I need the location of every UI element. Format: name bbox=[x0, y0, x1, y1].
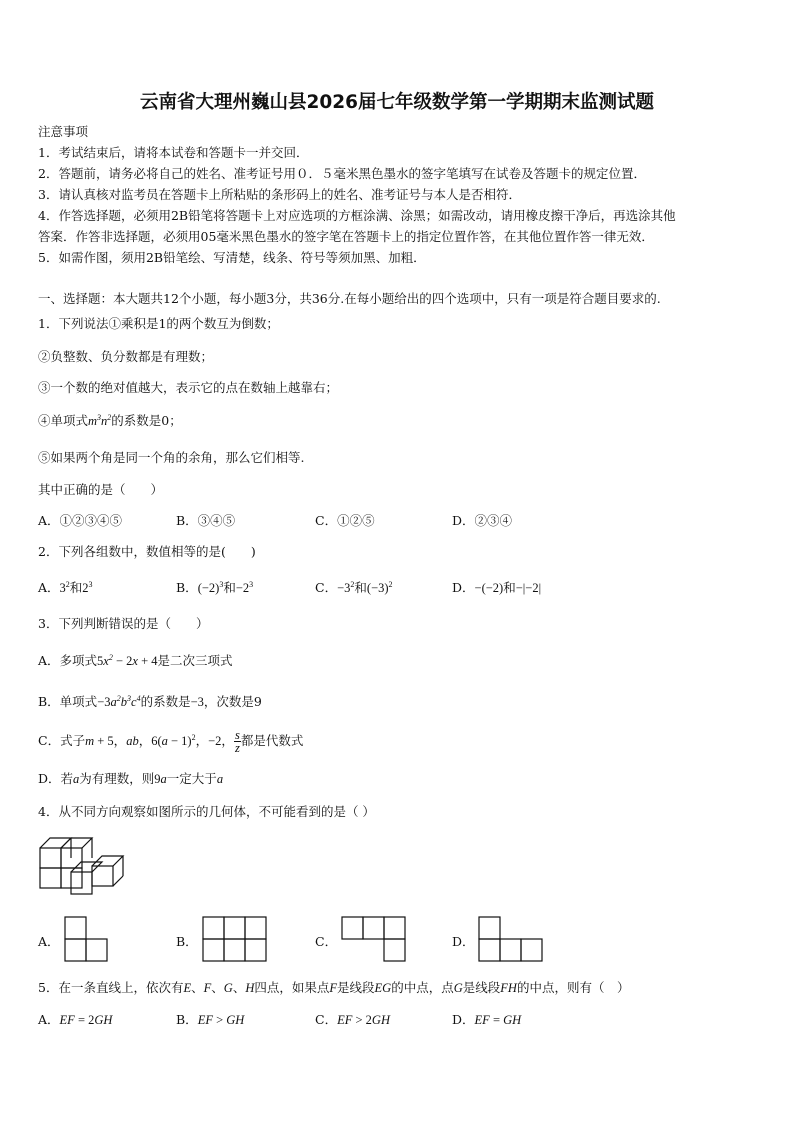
page-title: 云南省大理州巍山县2026届七年级数学第一学期期末监测试题 bbox=[140, 92, 654, 113]
q3-option-d: D．若a为有理数，则9a一定大于a bbox=[38, 771, 224, 786]
notice-item: 答案．作答非选择题，必须用05毫米黑色墨水的签字笔在答题卡上的指定位置作答，在其他位置作答一律无效． bbox=[38, 229, 654, 244]
q5-option-d: D．EF = GH bbox=[452, 1012, 522, 1027]
q2-stem: 2．下列各组数中，数值相等的是( ) bbox=[38, 544, 256, 559]
q1-option-a: A．①②③④⑤ bbox=[38, 513, 123, 528]
q4-option-d-label: D． bbox=[452, 934, 475, 949]
q3-option-c: C．式子m + 5，ab，$6(a - 1)^2$，−2， $\frac{s}{z}$ 都是代数式 bbox=[38, 728, 304, 755]
q1-stem: 1．下列说法①乘积是1的两个数互为倒数； bbox=[38, 316, 279, 331]
math-expr: $m^3n^2$ bbox=[88, 413, 112, 428]
notice-item: 1．考试结束后，请将本试卷和答题卡一并交回． bbox=[38, 145, 309, 160]
q4-stem: 4．从不同方向观察如图所示的几何体，不可能看到的是（ ） bbox=[38, 804, 375, 819]
q5-option-a: A．EF = 2GH bbox=[38, 1012, 113, 1027]
notice-heading: 注意事项 bbox=[38, 124, 89, 139]
q3-option-b: B．单项式$-3a^2b^3c^4$的系数是−3，次数是9 bbox=[38, 694, 262, 709]
notice-item: 4．作答选择题，必须用2B铅笔将答题卡上对应选项的方框涂满、涂黑；如需改动，请用橡皮擦干净后，再选涂其他 bbox=[38, 208, 676, 223]
q4-option-a-label: A． bbox=[38, 934, 60, 949]
q4-option-d-figure bbox=[478, 916, 543, 962]
q2-option-c: C．$-3^2$和$(-3)^2$ bbox=[315, 580, 393, 595]
q1-statement-3: ③一个数的绝对值越大，表示它的点在数轴上越靠右； bbox=[38, 380, 339, 395]
q1-statement-4: ④单项式$m^3n^2$的系数是0； bbox=[38, 413, 182, 428]
section-heading: 一、选择题：本大题共12个小题，每小题3分，共36分.在每小题给出的四个选项中，只有一项是符合题目要求的. bbox=[38, 291, 661, 306]
q4-solid-figure bbox=[38, 834, 128, 898]
q1-statement-5: ⑤如果两个角是同一个角的余角，那么它们相等. bbox=[38, 450, 305, 465]
q1-option-d: D．②③④ bbox=[452, 513, 513, 528]
q3-option-a: A．多项式$5x^2 - 2x + 4$是二次三项式 bbox=[38, 653, 233, 668]
q4-option-c-figure bbox=[341, 916, 406, 962]
q4-option-a-figure bbox=[64, 916, 108, 962]
q1-option-c: C．①②⑤ bbox=[315, 513, 375, 528]
q1-statement-2: ②负整数、负分数都是有理数； bbox=[38, 349, 214, 364]
q5-option-c: C．EF > 2GH bbox=[315, 1012, 390, 1027]
q3-stem: 3．下列判断错误的是（ ） bbox=[38, 616, 209, 631]
notice-item: 5．如需作图，须用2B铅笔绘、写清楚，线条、符号等须加黑、加粗． bbox=[38, 250, 426, 265]
q2-option-b: B．$(-2)^3$和$-2^3$ bbox=[176, 580, 254, 595]
q5-stem: 5．在一条直线上，依次有E、F、G、H四点，如果点F是线段EG的中点，点G是线段FH的中点，则有（ ） bbox=[38, 980, 630, 995]
q1-option-b: B．③④⑤ bbox=[176, 513, 236, 528]
q2-option-a: A．$3^2$和$2^3$ bbox=[38, 580, 93, 595]
q4-option-b-figure bbox=[202, 916, 267, 962]
fraction: $\frac{s}{z}$ bbox=[234, 728, 240, 755]
q5-option-b: B．EF > GH bbox=[176, 1012, 245, 1027]
q4-option-c-label: C． bbox=[315, 934, 338, 949]
q2-option-d: D．−(−2)和−|−2| bbox=[452, 580, 542, 595]
notice-item: 3．请认真核对监考员在答题卡上所粘贴的条形码上的姓名、准考证号与本人是否相符． bbox=[38, 187, 521, 202]
q4-option-b-label: B． bbox=[176, 934, 198, 949]
notice-item: 2．答题前，请务必将自己的姓名、准考证号用０．５毫米黑色墨水的签字笔填写在试卷及答题卡的规定位置． bbox=[38, 166, 646, 181]
q1-ask: 其中正确的是（ ） bbox=[38, 482, 164, 497]
